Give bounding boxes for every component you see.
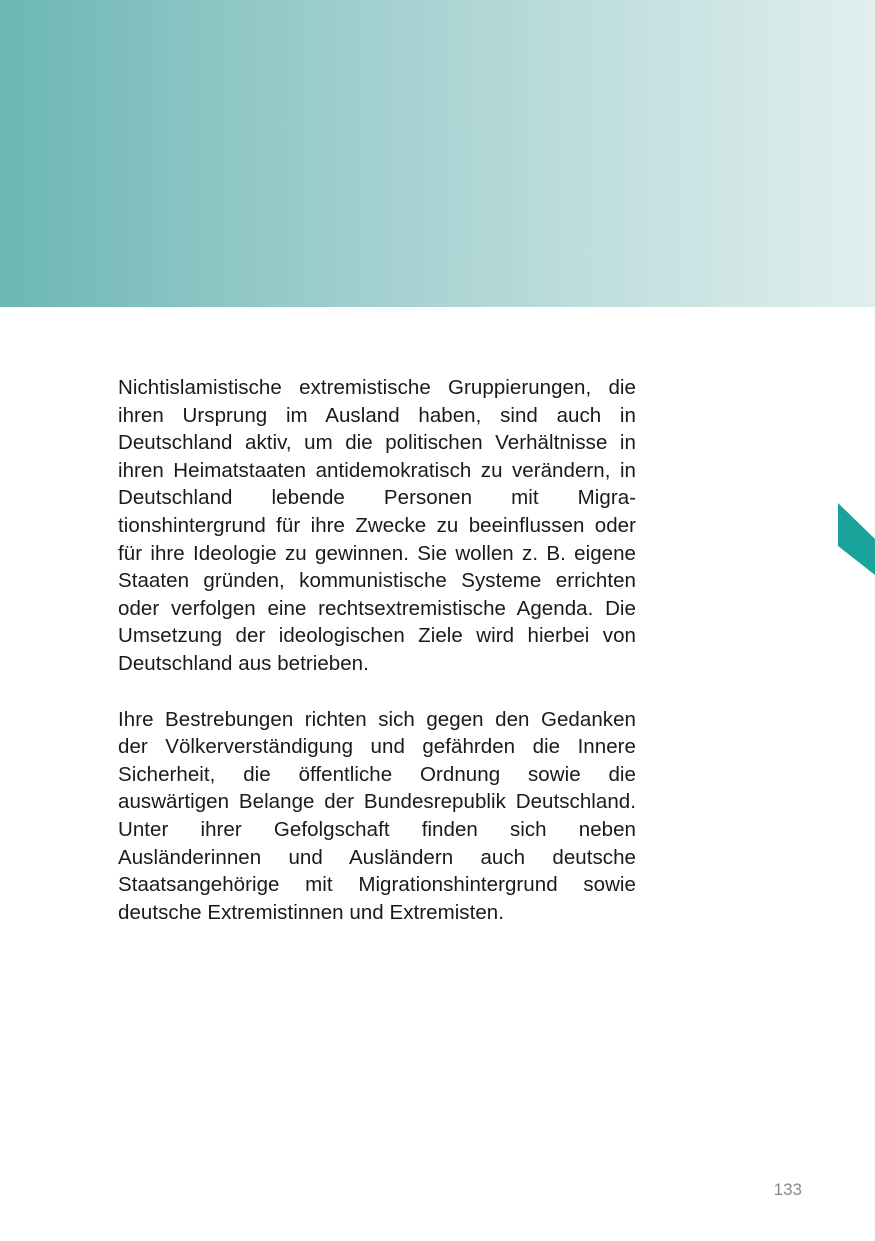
paragraph-2: Ihre Bestrebungen richten sich gegen den Gedanken der Völkerverständigung und gefährden die Innere Sicherheit, die öffentliche Ordnung sowie die auswärtigen Belange der Bundesrepublik Deutschland. Unter ihrer Gefolgschaft finden sich neben Ausländerinnen und Ausländern auch deutsche Staatsangehörige mit Migrationshintergrund sowie deutsche Extremistinnen und Extremisten. <box>118 707 636 924</box>
page-number: 133 <box>773 1180 802 1199</box>
header-band <box>0 0 875 307</box>
body-text <box>118 374 636 954</box>
paragraph-1: Nichtislamistische extremistische Gruppierungen, die ihren Ursprung im Ausland haben, sind auch in Deutschland aktiv, um die politischen Verhältnisse in ihren Heimatstaaten antidemokratisch zu verändern, in Deutschland lebende Personen mit Migrationshintergrund für ihre Zwecke zu beeinflussen oder für ihre Ideologie zu gewinnen. Sie wollen z. B. eigene Staaten gründen, kommunistische Systeme errichten oder verfolgen eine rechtsextremistische Agenda. Die Umsetzung der ideologischen Ziele wird hierbei von Deutschland aus betrieben. <box>118 376 636 675</box>
section-tab-marker <box>838 503 875 575</box>
